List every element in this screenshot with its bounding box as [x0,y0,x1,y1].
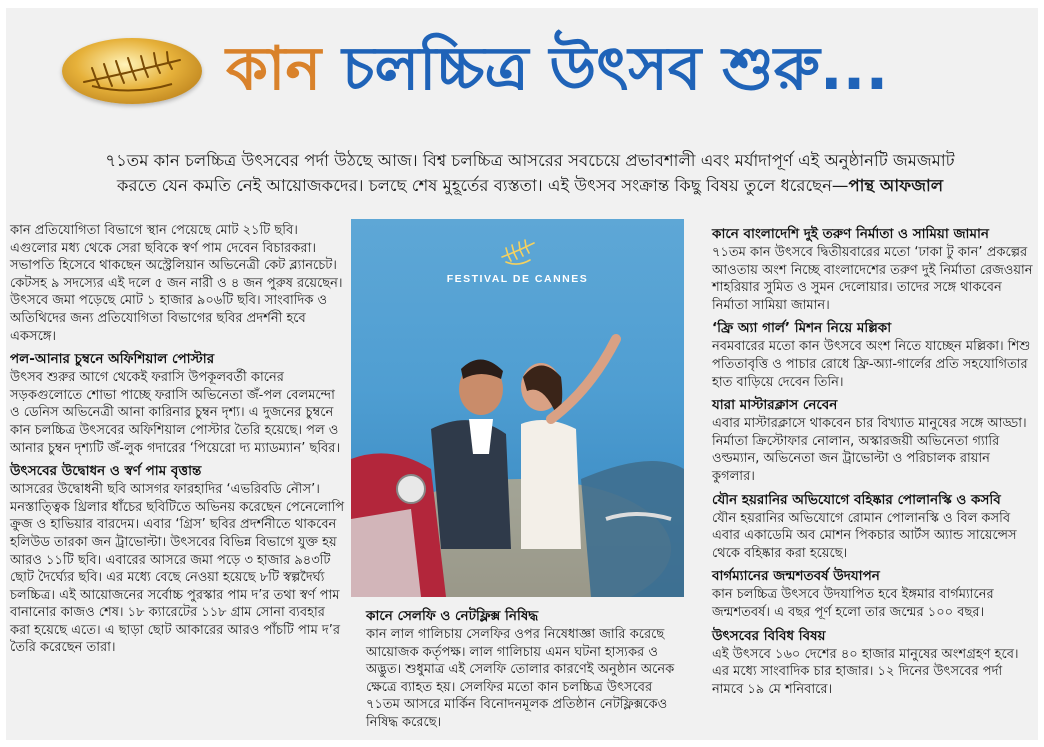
article-text: এই উৎসবে ১৬০ দেশের ৪০ হাজার মানুষের অংশগ্রহণ হবে। এর মধ্যে সাংবাদিক চার হাজার। ১২ দিনের উৎসবের পর্দা নামবে ১৯ মে শনিবারে। [712,646,1019,697]
section-heading: যৌন হয়রানির অভিযোগে বহিষ্কার পোলানস্কি ও কসবি [712,491,1001,508]
article-text: উৎসব শুরুর আগে থেকেই ফরাসি উপকূলবর্তী কানের সড়কগুলোতে শোভা পাচ্ছে ফরাসি অভিনেতা জঁ-পল বেলমন্দো ও ডেনিস অভিনেত্রী আনা কারিনার চুম্বন দৃশ্য। এ দুজনের চুম্বনে কান চলচ্চিত্র উৎসবের অফিশিয়াল পোস্টার তৈরি হয়েছে। পল ও আনার চুম্বন দৃশ্যটি জঁ-লুক গদারের ‘পিয়েরো দ্য ম্যাডম্যান’ ছবির। [10,370,341,456]
column-middle [366,602,681,732]
headline [226,24,888,114]
article-text: আসরের উদ্বোধনী ছবি আসগর ফারহাদির ‘এভরিবডি নৌস’। মনস্তাত্ত্বিক থ্রিলার ধাঁচের ছবিটিতে অভিনয় করেছেন পেনেলোপি ক্রুজ ও হাভিয়ার বারদেম। এবার ‘গ্রিস’ ছবির প্রদর্শনীতে থাকবেন হলিউড তারকা জন ট্রাভোল্টা। উৎসবের বিভিন্ন বিভাগে যুক্ত হয় আরও ১১টি ছবি। এবারের আসরে জমা পড়ে ৩ হাজার ৯৪৩টি ছোট দৈর্ঘ্যের ছবি। এর মধ্যে বেছে নেওয়া হয়েছে ৮টি স্বল্পদৈর্ঘ্য চলচ্চিত্র। এই আয়োজনের সর্বোচ্চ পুরস্কার পাম দ’র তথা স্বর্ণ পাম বানানোর কাজও শেষ। ১৮ ক্যারেটের ১১৮ গ্রাম সোনা ব্যবহার করা হয়েছে এতে। এ ছাড়া ছোট আকারের আরও পাঁচটি পাম দ’র তৈরি করেছেন তারা। [10,482,345,656]
section-heading: ‘ফ্রি অ্যা গার্ল’ মিশন নিয়ে মল্লিকা [712,320,892,337]
article-text: নবমবারের মতো কান উৎসবে অংশ নিতে যাচ্ছেন মল্লিকা। শিশু পতিতাবৃত্তি ও পাচার রোধে ফ্রি-অ্যা-গার্লের প্রতি সহযোগিতার হাত বাড়িয়ে দেবেন তিনি। [712,339,1031,390]
intro-line-2-text: করতে যেন কমতি নেই আয়োজকদের। চলছে শেষ মুহূর্তের ব্যস্ততা। এই উৎসব সংক্রান্ত কিছু বিষয় তুলে ধরেছেন— [116,176,849,195]
festival-poster-image [351,219,684,597]
article-text: যৌন হয়রানির অভিযোগে রোমান পোলানস্কি ও বিল কসবি এবার একাডেমি অব মোশন পিকচার আর্টস অ্যান্ড সায়েন্সেস থেকে বহিষ্কার করা হয়েছে। [712,510,1017,561]
poster-palm-icon [494,229,542,269]
intro-paragraph [30,148,1030,198]
article-text: এবার মাস্টারক্লাসে থাকবেন চার বিখ্যাত মানুষের সঙ্গে আড্ডা। নির্মাতা ক্রিস্টোফার নোলান, অস্কারজয়ী অভিনেতা গ্যারি ওল্ডম্যান, অভিনেতা জন ট্রাভোল্টা ও পরিচালক রায়ান কুগলার। [712,416,1027,484]
byline: পান্থ আফজাল [848,176,944,195]
intro-line-1: ৭১তম কান চলচ্চিত্র উৎসবের পর্দা উঠছে আজ। বিশ্ব চলচ্চিত্র আসরের সবচেয়ে প্রভাবশালী এবং মর্যাদাপূর্ণ এই অনুষ্ঠানটি জমজমাট [105,151,955,170]
headline-part-2: চলচ্চিত্র উৎসব শুরু... [342,34,889,104]
column-right [712,220,1034,698]
article-text: কান লাল গালিচায় সেলফির ওপর নিষেধাজ্ঞা জারি করেছে আয়োজক কর্তৃপক্ষ। লাল গালিচায় এমন ঘটনা হাস্যকর ও অদ্ভুত। শুধুমাত্র এই সেলফি তোলার কারণেই অনুষ্ঠান অনেক ক্ষেত্রে ব্যাহত হয়। সেলফির মতো কান চলচ্চিত্র উৎসবের ৭১তম আসরে মার্কিন বিনোদনমূলক প্রতিষ্ঠান নেটফ্লিক্সকেও নিষিদ্ধ করেছে। [366,627,675,730]
poster-festival-label: FESTIVAL DE CANNES [446,273,589,285]
section-heading: কানে বাংলাদেশি দুই তরুণ নির্মাতা ও সামিয়া জামান [712,226,989,242]
article-text: কান প্রতিযোগিতা বিভাগে স্থান পেয়েছে মোট ২১টি ছবি। এগুলোর মধ্য থেকে সেরা ছবিকে স্বর্ণ পাম দেবেন বিচারকরা। সভাপতি হিসেবে থাকছেন অস্ট্রেলিয়ান অভিনেত্রী কেট ব্ল্যানচেট। কেটসহ ৯ সদস্যের এই দলে ৫ জন নারী ও ৪ জন পুরুষ রয়েছেন। উৎসবে জমা পড়েছে মোট ১ হাজার ৯০৬টি ছবি। সাংবাদিক ও অতিথিদের জন্য প্রতিযোগিতা বিভাগের ছবির প্রদর্শনী হবে একসঙ্গে। [10,223,343,344]
article-text: কান চলচ্চিত্র উৎসবে উদযাপিত হবে ইঙ্গমার বার্গম্যানের জন্মশতবর্ষ। এ বছর পূর্ণ হলো তার জন্মের ১০০ বছর। [712,587,994,620]
section-heading: পল-আনার চুম্বনে অফিশিয়াল পোস্টার [10,351,215,368]
section-heading: কানে সেলফি ও নেটফ্লিক্স নিষিদ্ধ [366,608,539,624]
section-heading: উৎসবের উদ্বোধন ও স্বর্ণ পাম বৃত্তান্ত [10,463,202,480]
section-heading: উৎসবের বিবিধ বিষয় [712,627,826,644]
palm-dor-logo [62,38,202,104]
intro-line-2 [30,173,1030,198]
column-left [10,222,345,657]
article-text: ৭১তম কান উৎসবে দ্বিতীয়বারের মতো ‘ঢাকা টু কান’ প্রকল্পের আওতায় অংশ নিচ্ছে বাংলাদেশের তরুণ দুই নির্মাতা রেজওয়ান শাহরিয়ার সুমিত ও সুমন দেলোয়ার। তাদের সঙ্গে থাকবেন নির্মাতা সামিয়া জামান। [712,245,1033,313]
section-heading: যারা মাস্টারক্লাস নেবেন [712,397,838,414]
headline-part-1: কান [226,34,322,104]
section-heading: বার্গম্যানের জন্মশতবর্ষ উদযাপন [712,568,880,585]
